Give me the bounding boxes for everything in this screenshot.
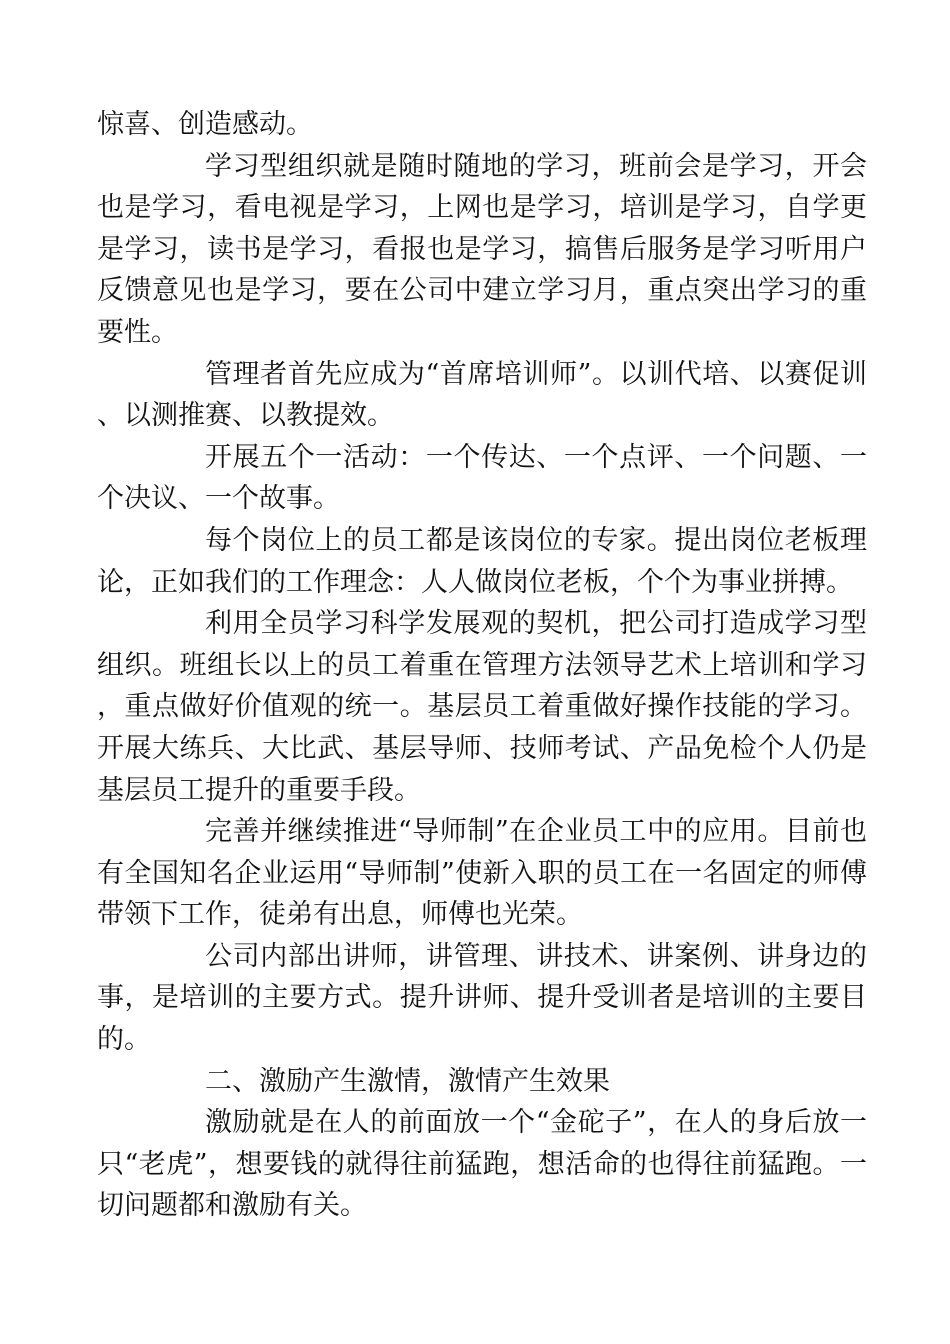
section-heading: 二、激励产生激情，激情产生效果 [205, 1065, 610, 1097]
paragraph-post-expert: 每个岗位上的员工都是该岗位的专家。提出岗位老板理论，正如我们的工作理念：人人做岗位老板，个个为事业拼搏。 [97, 524, 867, 598]
paragraph-chief-trainer: 管理者首先应成为“首席培训师”。以训代培、以赛促训、以测推赛、以教提效。 [97, 358, 867, 432]
paragraph-learning-organization: 学习型组织就是随时随地的学习，班前会是学习，开会也是学习，看电视是学习，上网也是学习，培训是学习，自学更是学习，读书是学习，看报也是学习，搞售后服务是学习听用户反馈意见也是学习，要在公司中建立学习月，重点突出学习的重要性。 [97, 150, 867, 348]
document-body [97, 104, 867, 1227]
paragraph-mentor-system: 完善并继续推进“导师制”在企业员工中的应用。目前也有全国知名企业运用“导师制”使新入职的员工在一名固定的师傅带领下工作，徒弟有出息，师傅也光荣。 [97, 816, 867, 931]
paragraph-five-ones: 开展五个一活动：一个传达、一个点评、一个问题、一个决议、一个故事。 [97, 441, 867, 515]
paragraph-internal-lecturers: 公司内部出讲师，讲管理、讲技术、讲案例、讲身边的事，是培训的主要方式。提升讲师、提升受训者是培训的主要目的。 [97, 940, 867, 1056]
paragraph-continuation: 惊喜、创造感动。 [97, 109, 313, 140]
paragraph-incentive: 激励就是在人的前面放一个“金砣子”，在人的身后放一只“老虎”，想要钱的就得往前猛跑，想活命的也得往前猛跑。一切问题都和激励有关。 [97, 1107, 867, 1222]
paragraph-learning-opportunity: 利用全员学习科学发展观的契机，把公司打造成学习型组织。班组长以上的员工着重在管理方法领导艺术上培训和学习，重点做好价值观的统一。基层员工着重做好操作技能的学习。开展大练兵、大比武、基层导师、技师考试、产品免检个人仍是基层员工提升的重要手段。 [97, 608, 867, 806]
